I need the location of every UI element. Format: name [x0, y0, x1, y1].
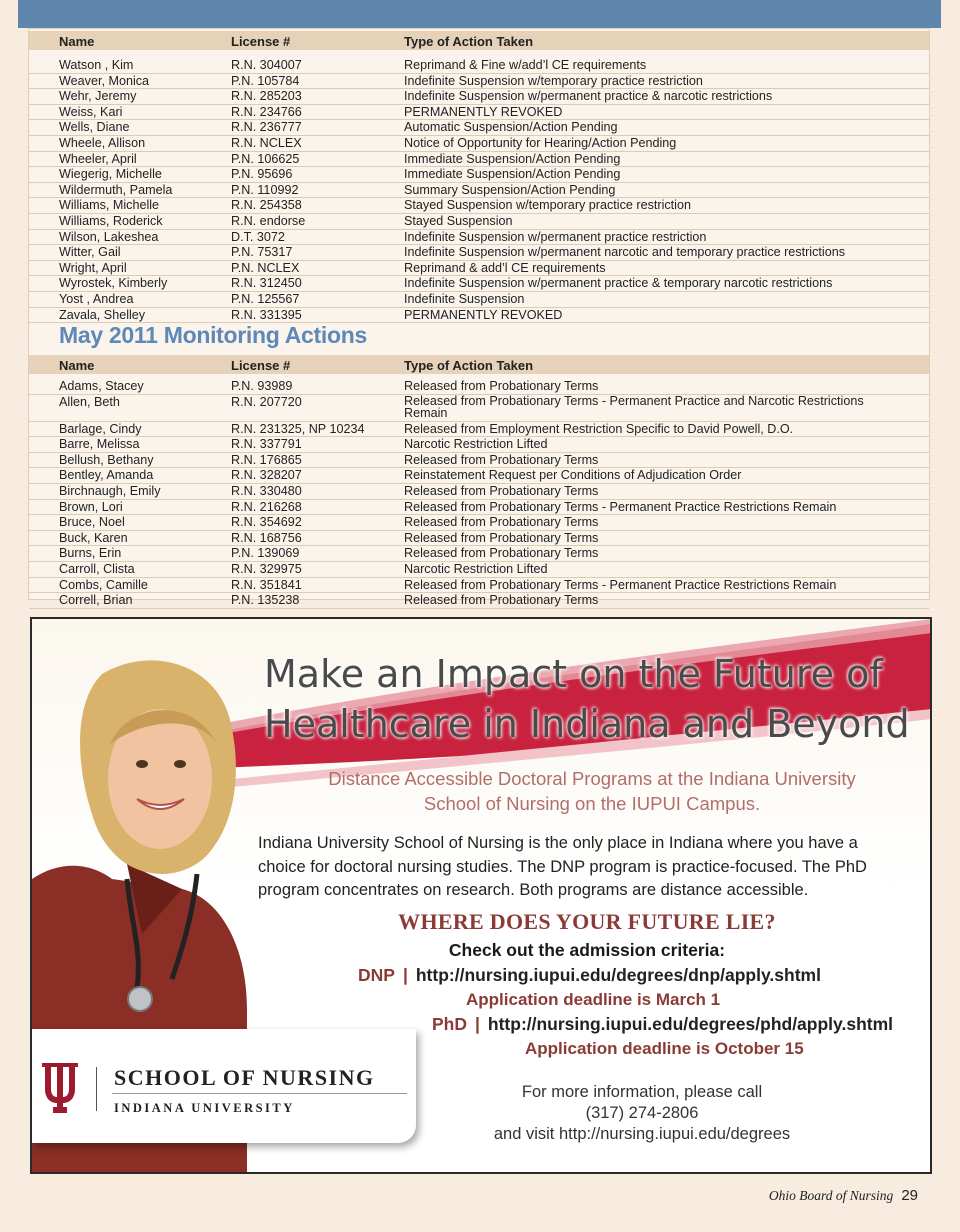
- action-cell: Reinstatement Request per Conditions of Adjudication Order: [404, 468, 742, 483]
- name-cell: Buck, Karen: [59, 530, 128, 545]
- table-row: [29, 562, 929, 578]
- table-row: [29, 183, 929, 199]
- name-cell: Barlage, Cindy: [59, 421, 142, 436]
- headline-line-2: Healthcare in Indiana and Beyond: [264, 702, 910, 746]
- table-row: [29, 136, 929, 152]
- license-cell: P.N. 110992: [231, 182, 299, 197]
- action-cell: Released from Probationary Terms - Permanent Practice and Narcotic Restrictions Remain: [404, 393, 864, 421]
- license-cell: R.N. 304007: [231, 58, 302, 72]
- subhead-line-2: School of Nursing on the IUPUI Campus.: [423, 793, 761, 814]
- ad-headline: [264, 649, 910, 749]
- action-cell: Released from Employment Restriction Specific to David Powell, D.O.: [404, 421, 794, 436]
- advertisement: [30, 617, 932, 1174]
- license-cell: R.N. 330480: [231, 483, 302, 498]
- header-license: License #: [231, 358, 291, 373]
- license-cell: R.N. 328207: [231, 468, 302, 483]
- license-cell: P.N. 106625: [231, 151, 300, 166]
- action-cell: Indefinite Suspension w/temporary practice restriction: [404, 73, 703, 88]
- monitoring-table-body: [29, 379, 929, 609]
- name-cell: Correll, Brian: [59, 593, 133, 608]
- action-cell: Indefinite Suspension w/permanent narcotic and temporary practice restrictions: [404, 245, 846, 260]
- action-cell: Immediate Suspension/Action Pending: [404, 151, 621, 166]
- name-cell: Weaver, Monica: [59, 73, 150, 88]
- license-cell: R.N. 216268: [231, 499, 302, 514]
- action-cell: Reprimand & Fine w/add’l CE requirements: [404, 58, 647, 72]
- name-cell: Combs, Camille: [59, 577, 148, 592]
- action-cell: Released from Probationary Terms: [404, 379, 599, 393]
- license-cell: P.N. 75317: [231, 245, 293, 260]
- name-cell: Wiegerig, Michelle: [59, 167, 162, 182]
- name-cell: Carroll, Clista: [59, 561, 135, 576]
- license-cell: R.N. NCLEX: [231, 135, 302, 150]
- publication-name: Ohio Board of Nursing: [768, 1188, 894, 1203]
- license-cell: P.N. 95696: [231, 167, 293, 182]
- action-cell: Released from Probationary Terms - Permanent Practice Restrictions Remain: [404, 499, 837, 514]
- action-cell: Automatic Suspension/Action Pending: [404, 120, 618, 135]
- name-cell: Bruce, Noel: [59, 515, 125, 530]
- table-row: [29, 453, 929, 469]
- action-cell: Narcotic Restriction Lifted: [404, 561, 548, 576]
- license-cell: R.N. 168756: [231, 530, 302, 545]
- phd-label: PhD: [432, 1014, 467, 1034]
- phd-apply-link[interactable]: http://nursing.iupui.edu/degrees/phd/apply.shtml: [487, 1014, 894, 1034]
- monitoring-section-title: May 2011 Monitoring Actions: [59, 322, 367, 348]
- table-row: [29, 379, 929, 395]
- action-cell: Indefinite Suspension w/permanent practice & narcotic restrictions: [404, 89, 773, 104]
- name-cell: Williams, Roderick: [59, 213, 163, 228]
- table-row: [29, 484, 929, 500]
- table-row: [29, 468, 929, 484]
- table-row: [29, 546, 929, 562]
- name-cell: Adams, Stacey: [59, 379, 144, 393]
- phone-number: (317) 274-2806: [585, 1104, 699, 1122]
- table-row: [29, 395, 929, 422]
- name-cell: Wyrostek, Kimberly: [59, 276, 168, 291]
- ad-call-to-action: WHERE DOES YOUR FUTURE LIE?: [398, 909, 776, 934]
- monitoring-table-header: [29, 355, 929, 374]
- license-cell: R.N. 254358: [231, 198, 302, 213]
- page-footer: [769, 1187, 918, 1204]
- action-cell: Released from Probationary Terms: [404, 452, 599, 467]
- university-name: INDIANA UNIVERSITY: [114, 1101, 295, 1115]
- contact-info: [432, 1082, 852, 1145]
- school-logo-box: [32, 1029, 416, 1143]
- logo-divider: [96, 1067, 97, 1111]
- table-row: [29, 437, 929, 453]
- table-row: [29, 120, 929, 136]
- license-cell: R.N. 236777: [231, 120, 302, 135]
- iu-trident-logo: [38, 1059, 82, 1115]
- name-cell: Burns, Erin: [59, 546, 122, 561]
- dnp-deadline: Application deadline is March 1: [466, 990, 721, 1009]
- action-cell: Indefinite Suspension w/permanent practice restriction: [404, 229, 707, 244]
- license-cell: R.N. 312450: [231, 276, 302, 291]
- header-action: Type of Action Taken: [404, 358, 534, 373]
- action-cell: Released from Probationary Terms: [404, 530, 599, 545]
- action-cell: Released from Probationary Terms: [404, 593, 599, 608]
- table-row: [29, 89, 929, 105]
- action-cell: Released from Probationary Terms: [404, 515, 599, 530]
- header-name: Name: [59, 34, 95, 49]
- name-cell: Brown, Lori: [59, 499, 123, 514]
- logo-underline: [112, 1093, 407, 1094]
- name-cell: Yost , Andrea: [59, 291, 134, 306]
- admission-criteria-heading: Check out the admission criteria:: [448, 940, 726, 960]
- table-row: [29, 74, 929, 90]
- action-cell: Stayed Suspension w/temporary practice restriction: [404, 198, 691, 213]
- name-cell: Wheeler, April: [59, 151, 137, 166]
- dnp-label: DNP: [358, 965, 395, 985]
- info-line-1: For more information, please call: [521, 1083, 763, 1101]
- header-license: License #: [231, 34, 291, 49]
- action-cell: Released from Probationary Terms: [404, 546, 599, 561]
- subhead-line-1: Distance Accessible Doctoral Programs at the Indiana University: [328, 768, 856, 789]
- license-cell: R.N. 176865: [231, 452, 302, 467]
- table-row: [29, 292, 929, 308]
- table-row: [29, 230, 929, 246]
- license-cell: P.N. NCLEX: [231, 260, 300, 275]
- name-cell: Birchnaugh, Emily: [59, 483, 161, 498]
- action-cell: Released from Probationary Terms - Permanent Practice Restrictions Remain: [404, 577, 837, 592]
- name-cell: Zavala, Shelley: [59, 307, 146, 322]
- table-row: [29, 308, 929, 324]
- header-name: Name: [59, 358, 95, 373]
- info-line-3: and visit http://nursing.iupui.edu/degrees: [493, 1125, 791, 1143]
- name-cell: Bentley, Amanda: [59, 468, 154, 483]
- top-color-bar: [18, 0, 941, 28]
- name-cell: Barre, Melissa: [59, 437, 140, 452]
- table-row: [29, 167, 929, 183]
- action-cell: PERMANENTLY REVOKED: [404, 307, 563, 322]
- action-cell: Summary Suspension/Action Pending: [404, 182, 616, 197]
- table-row: [29, 578, 929, 594]
- dnp-program-line: [358, 965, 821, 986]
- actions-table-header: [29, 31, 929, 50]
- license-cell: R.N. 331395: [231, 307, 302, 322]
- license-cell: P.N. 139069: [231, 546, 300, 561]
- action-cell: Indefinite Suspension w/permanent practice & temporary narcotic restrictions: [404, 276, 833, 291]
- license-cell: D.T. 3072: [231, 229, 285, 244]
- table-row: [29, 531, 929, 547]
- action-cell: Narcotic Restriction Lifted: [404, 437, 548, 452]
- action-cell: PERMANENTLY REVOKED: [404, 104, 563, 119]
- table-row: [29, 500, 929, 516]
- phd-separator: |: [475, 1014, 480, 1034]
- table-row: [29, 152, 929, 168]
- table-row: [29, 261, 929, 277]
- name-cell: Wells, Diane: [59, 120, 130, 135]
- name-cell: Bellush, Bethany: [59, 452, 154, 467]
- name-cell: Weiss, Kari: [59, 104, 123, 119]
- table-row: [29, 58, 929, 74]
- table-row: [29, 214, 929, 230]
- license-cell: R.N. 354692: [231, 515, 302, 530]
- name-cell: Witter, Gail: [59, 245, 121, 260]
- phd-program-line: [432, 1014, 893, 1035]
- name-cell: Watson , Kim: [59, 58, 134, 72]
- action-cell: Notice of Opportunity for Hearing/Action Pending: [404, 135, 677, 150]
- dnp-apply-link[interactable]: http://nursing.iupui.edu/degrees/dnp/apply.shtml: [415, 965, 821, 985]
- action-cell: Released from Probationary Terms: [404, 483, 599, 498]
- name-cell: Williams, Michelle: [59, 198, 160, 213]
- license-cell: R.N. endorse: [231, 213, 306, 228]
- action-cell: Stayed Suspension: [404, 213, 513, 228]
- license-cell: R.N. 207720: [231, 394, 302, 409]
- action-cell: Indefinite Suspension: [404, 291, 525, 306]
- license-cell: P.N. 125567: [231, 291, 300, 306]
- page-number: 29: [901, 1187, 918, 1204]
- license-cell: R.N. 329975: [231, 561, 302, 576]
- license-cell: R.N. 337791: [231, 437, 302, 452]
- license-cell: P.N. 93989: [231, 379, 293, 393]
- name-cell: Wright, April: [59, 260, 127, 275]
- ad-subhead: [272, 766, 912, 816]
- table-row: [29, 276, 929, 292]
- action-cell: Immediate Suspension/Action Pending: [404, 167, 621, 182]
- license-cell: R.N. 234766: [231, 104, 302, 119]
- ad-body-text: Indiana University School of Nursing is the only place in Indiana where you have a choice for doctoral nursing studies. The DNP program is practice-focused. The PhD program concentrates on research. Both programs are distance accessible.: [258, 834, 867, 899]
- table-row: [29, 422, 929, 438]
- school-name: SCHOOL OF NURSING: [114, 1065, 375, 1090]
- table-row: [29, 198, 929, 214]
- license-cell: P.N. 135238: [231, 593, 300, 608]
- table-row: [29, 515, 929, 531]
- table-row: [29, 245, 929, 261]
- headline-line-1: Make an Impact on the Future of: [264, 652, 883, 696]
- name-cell: Wilson, Lakeshea: [59, 229, 159, 244]
- action-cell: Reprimand & add’l CE requirements: [404, 260, 606, 275]
- name-cell: Wehr, Jeremy: [59, 89, 137, 104]
- dnp-separator: |: [402, 965, 408, 985]
- disciplinary-actions-panel: [28, 28, 930, 608]
- license-cell: R.N. 285203: [231, 89, 302, 104]
- license-cell: R.N. 231325, NP 10234: [231, 421, 365, 436]
- license-cell: P.N. 105784: [231, 73, 300, 88]
- table-row: [29, 593, 929, 609]
- name-cell: Wildermuth, Pamela: [59, 182, 173, 197]
- phd-deadline: Application deadline is October 15: [525, 1039, 804, 1058]
- name-cell: Wheele, Allison: [59, 135, 146, 150]
- header-action: Type of Action Taken: [404, 34, 534, 49]
- license-cell: R.N. 351841: [231, 577, 302, 592]
- table-row: [29, 105, 929, 121]
- actions-table-body: [29, 58, 929, 323]
- name-cell: Allen, Beth: [59, 394, 120, 409]
